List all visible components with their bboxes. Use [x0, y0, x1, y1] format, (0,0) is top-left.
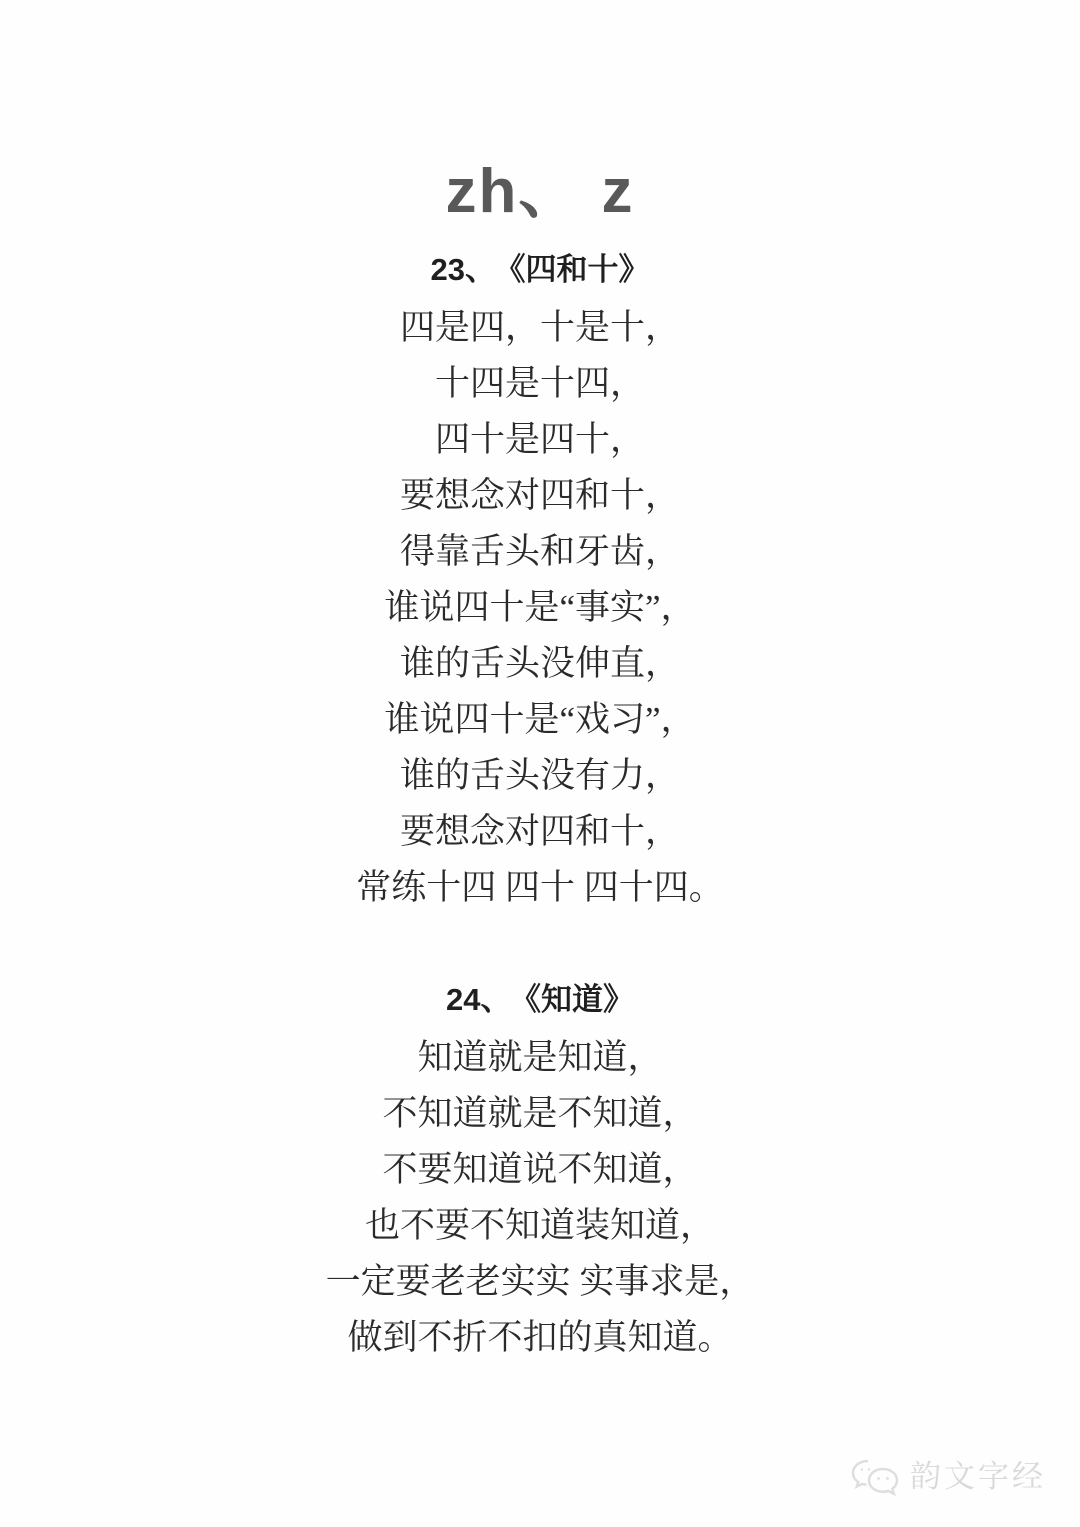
poem-title — [0, 252, 1080, 288]
poem-line: 谁的舌头没伸直， — [399, 644, 680, 683]
poem-line: 谁的舌头没有力， — [399, 756, 680, 795]
poem-line: 得靠舌头和牙齿， — [399, 532, 680, 571]
poem-section-24 — [0, 982, 1080, 1366]
poem-line: 谁说四十是“戏习”， — [384, 700, 696, 739]
watermark — [850, 1457, 1046, 1497]
poem-line: 谁说四十是“事实”， — [384, 588, 696, 627]
poem-line: 十四是十四， — [434, 364, 645, 403]
poem-line: 要想念对四和十， — [399, 812, 680, 851]
poem-title-text: 《四和十》 — [509, 252, 650, 287]
poem-line: 常练十四 四十 四十四。 — [356, 868, 724, 907]
poem-line: 也不要不知道装知道， — [364, 1206, 715, 1245]
page-title: zh、 z — [445, 157, 635, 226]
poem-title-text: 《知道》 — [525, 982, 634, 1017]
poem-number: 24、 — [446, 982, 512, 1017]
poem-line: 知道就是知道， — [417, 1038, 663, 1077]
poem-line: 一定要老老实实 实事求是， — [325, 1262, 755, 1301]
poem-line: 四是四，十是十， — [399, 308, 680, 347]
poem-title — [0, 982, 1080, 1018]
poem-line: 做到不折不扣的真知道。 — [347, 1318, 733, 1357]
poem-section-23 — [0, 252, 1080, 916]
poem-line: 不要知道说不知道， — [382, 1150, 698, 1189]
speech-bubbles-icon — [850, 1457, 902, 1497]
poem-body — [0, 300, 1080, 916]
poem-line: 要想念对四和十， — [399, 476, 680, 515]
poem-line: 四十是四十， — [434, 420, 645, 459]
watermark-text: 韵文字经 — [910, 1459, 1046, 1494]
poem-body — [0, 1030, 1080, 1366]
poem-line: 不知道就是不知道， — [382, 1094, 698, 1133]
poem-number: 23、 — [430, 252, 496, 287]
